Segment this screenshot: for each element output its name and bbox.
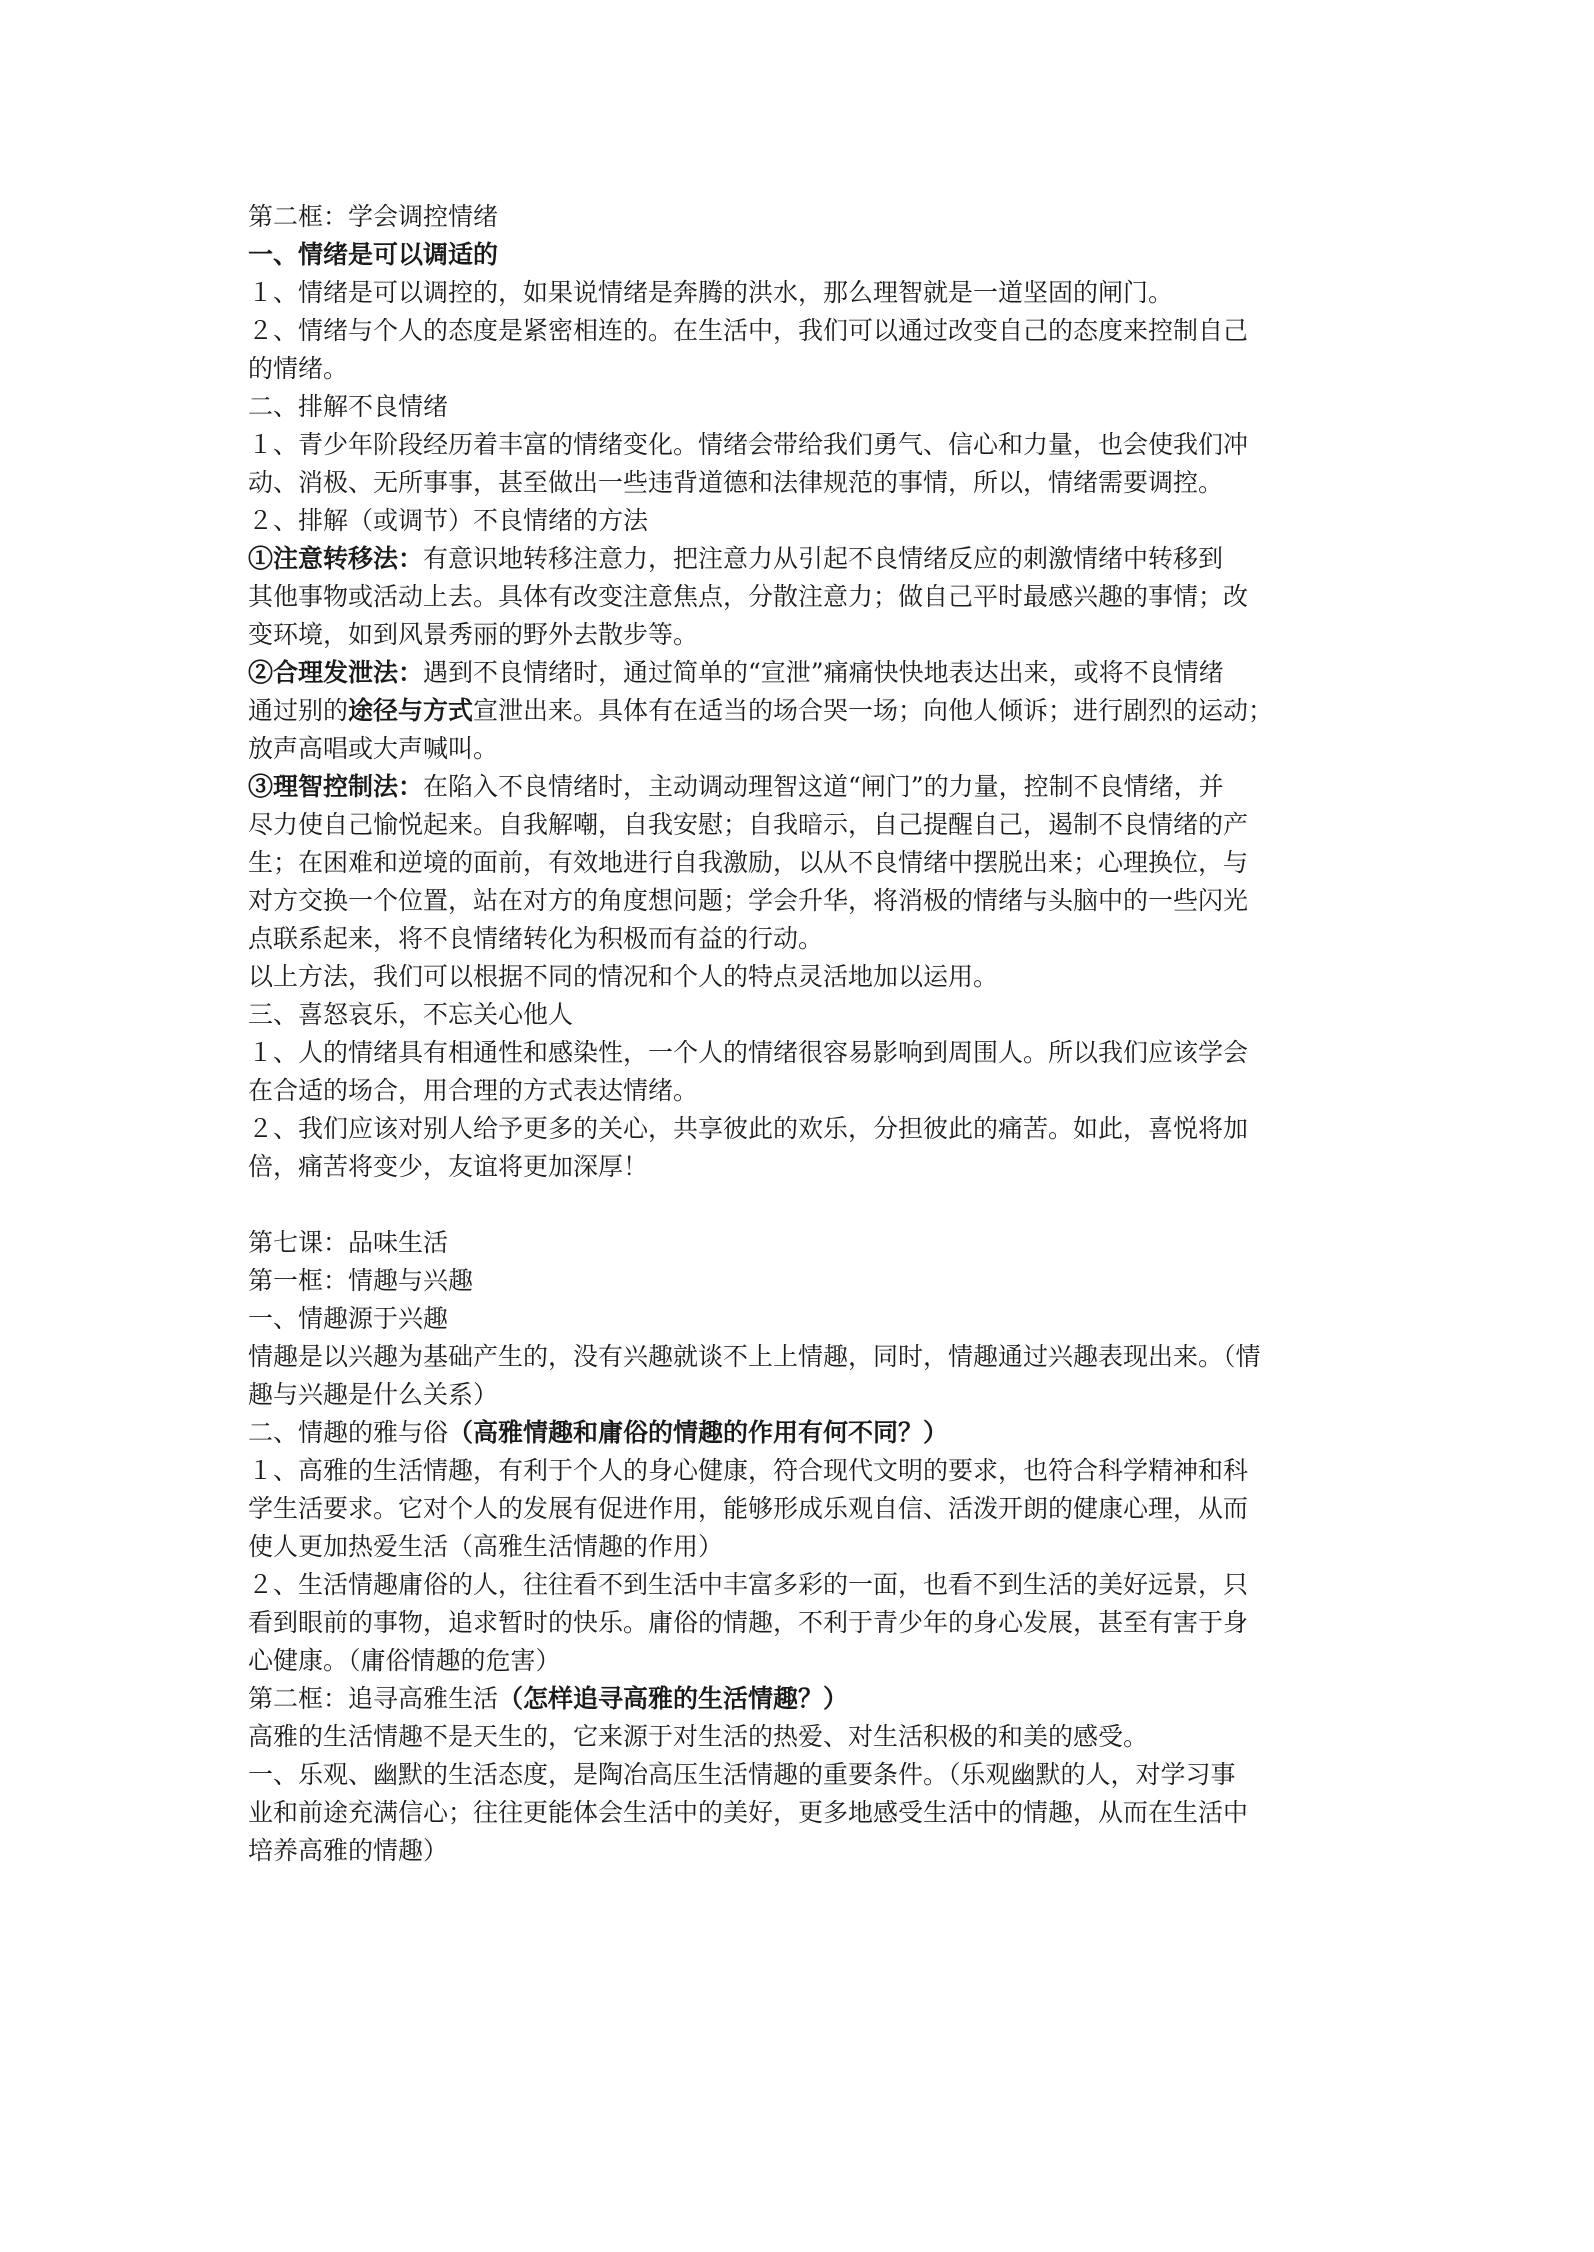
method-2 bbox=[248, 654, 1363, 692]
paragraph: 放声高唱或大声喊叫。 bbox=[248, 734, 499, 763]
paragraph: １、青少年阶段经历着丰富的情绪变化。情绪会带给我们勇气、信心和力量，也会使我们冲 bbox=[248, 430, 1249, 459]
heading-1: 一、情趣源于兴趣 bbox=[248, 1304, 449, 1333]
text-span: 宣泄出来。具体有在适当的场合哭一场；向他人倾诉；进行剧烈的运动； bbox=[473, 696, 1274, 725]
paragraph: 尽力使自己愉悦起来。自我解嘲，自我安慰；自我暗示，自己提醒自己，遏制不良情绪的产 bbox=[248, 810, 1249, 839]
lesson-title: 第七课：品味生活 bbox=[248, 1228, 449, 1257]
paragraph: ２、生活情趣庸俗的人，往往看不到生活中丰富多彩的一面，也看不到生活的美好远景，只 bbox=[248, 1570, 1249, 1599]
paragraph: 点联系起来，将不良情绪转化为积极而有益的行动。 bbox=[248, 924, 824, 953]
method-2-line-2 bbox=[248, 692, 1363, 730]
frame-title: 第一框：情趣与兴趣 bbox=[248, 1266, 474, 1295]
paragraph: １、高雅的生活情趣，有利于个人的身心健康，符合现代文明的要求，也符合科学精神和科 bbox=[248, 1456, 1249, 1485]
frame-title-2 bbox=[248, 1680, 1363, 1718]
paragraph: 生；在困难和逆境的面前，有效地进行自我激励，以从不良情绪中摆脱出来；心理换位，与 bbox=[248, 848, 1249, 877]
method-3 bbox=[248, 768, 1363, 806]
heading-1: 一、情绪是可以调适的 bbox=[248, 240, 499, 269]
paragraph: 以上方法，我们可以根据不同的情况和个人的特点灵活地加以运用。 bbox=[248, 962, 999, 991]
paragraph: 对方交换一个位置，站在对方的角度想问题；学会升华，将消极的情绪与头脑中的一些闪光 bbox=[248, 886, 1249, 915]
paragraph: 变环境，如到风景秀丽的野外去散步等。 bbox=[248, 620, 699, 649]
document-page bbox=[248, 198, 1363, 1870]
method-2-label: ②合理发泄法： bbox=[248, 658, 424, 687]
frame-2-question: （怎样追寻高雅的生活情趣？） bbox=[498, 1684, 849, 1713]
text-span: 通过别的 bbox=[248, 696, 349, 725]
heading-2: 二、排解不良情绪 bbox=[248, 392, 449, 421]
paragraph: 其他事物或活动上去。具体有改变注意焦点，分散注意力；做自己平时最感兴趣的事情；改 bbox=[248, 582, 1249, 611]
paragraph: 倍，痛苦将变少，友谊将更加深厚！ bbox=[248, 1152, 649, 1181]
paragraph: 在合适的场合，用合理的方式表达情绪。 bbox=[248, 1076, 699, 1105]
frame-2-label: 第二框：追寻高雅生活 bbox=[248, 1684, 499, 1713]
paragraph: 看到眼前的事物，追求暂时的快乐。庸俗的情趣，不利于青少年的身心发展，甚至有害于身 bbox=[248, 1608, 1249, 1637]
section-gap bbox=[248, 1186, 1363, 1224]
method-3-label: ③理智控制法： bbox=[248, 772, 424, 801]
paragraph: 使人更加热爱生活（高雅生活情趣的作用） bbox=[248, 1532, 724, 1561]
method-1 bbox=[248, 540, 1363, 578]
paragraph: 的情绪。 bbox=[248, 354, 349, 383]
paragraph: ２、情绪与个人的态度是紧密相连的。在生活中，我们可以通过改变自己的态度来控制自己 bbox=[248, 316, 1249, 345]
paragraph: 一、乐观、幽默的生活态度，是陶冶高压生活情趣的重要条件。（乐观幽默的人，对学习事 bbox=[248, 1760, 1236, 1789]
paragraph: 心健康。（庸俗情趣的危害） bbox=[248, 1646, 561, 1675]
method-2-text: 遇到不良情绪时，通过简单的“宣泄”痛痛快快地表达出来，或将不良情绪 bbox=[423, 658, 1224, 687]
heading-3: 三、喜怒哀乐，不忘关心他人 bbox=[248, 1000, 574, 1029]
heading-2-label: 二、情趣的雅与俗 bbox=[248, 1418, 449, 1447]
paragraph: 情趣是以兴趣为基础产生的，没有兴趣就谈不上上情趣，同时，情趣通过兴趣表现出来。（情 bbox=[248, 1342, 1261, 1371]
paragraph: 业和前途充满信心；往往更能体会生活中的美好，更多地感受生活中的情趣，从而在生活中 bbox=[248, 1798, 1249, 1827]
paragraph: 动、消极、无所事事，甚至做出一些违背道德和法律规范的事情，所以，情绪需要调控。 bbox=[248, 468, 1224, 497]
method-3-text: 在陷入不良情绪时，主动调动理智这道“闸门”的力量，控制不良情绪，并 bbox=[423, 772, 1224, 801]
method-1-label: ①注意转移法： bbox=[248, 544, 424, 573]
paragraph: 趣与兴趣是什么关系） bbox=[248, 1380, 499, 1409]
paragraph: １、人的情绪具有相通性和感染性，一个人的情绪很容易影响到周围人。所以我们应该学会 bbox=[248, 1038, 1249, 1067]
method-1-text: 有意识地转移注意力，把注意力从引起不良情绪反应的刺激情绪中转移到 bbox=[423, 544, 1224, 573]
paragraph: ２、我们应该对别人给予更多的关心，共享彼此的欢乐，分担彼此的痛苦。如此，喜悦将加 bbox=[248, 1114, 1249, 1143]
paragraph: 高雅的生活情趣不是天生的，它来源于对生活的热爱、对生活积极的和美的感受。 bbox=[248, 1722, 1149, 1751]
paragraph: １、情绪是可以调控的，如果说情绪是奔腾的洪水，那么理智就是一道坚固的闸门。 bbox=[248, 278, 1174, 307]
heading-2 bbox=[248, 1414, 1363, 1452]
heading-2-question: （高雅情趣和庸俗的情趣的作用有何不同？） bbox=[448, 1418, 949, 1447]
paragraph: ２、排解（或调节）不良情绪的方法 bbox=[248, 506, 649, 535]
paragraph: 培养高雅的情趣） bbox=[248, 1836, 449, 1865]
frame-title: 第二框：学会调控情绪 bbox=[248, 202, 499, 231]
bold-span: 途径与方式 bbox=[348, 696, 474, 725]
paragraph: 学生活要求。它对个人的发展有促进作用，能够形成乐观自信、活泼开朗的健康心理，从而 bbox=[248, 1494, 1249, 1523]
